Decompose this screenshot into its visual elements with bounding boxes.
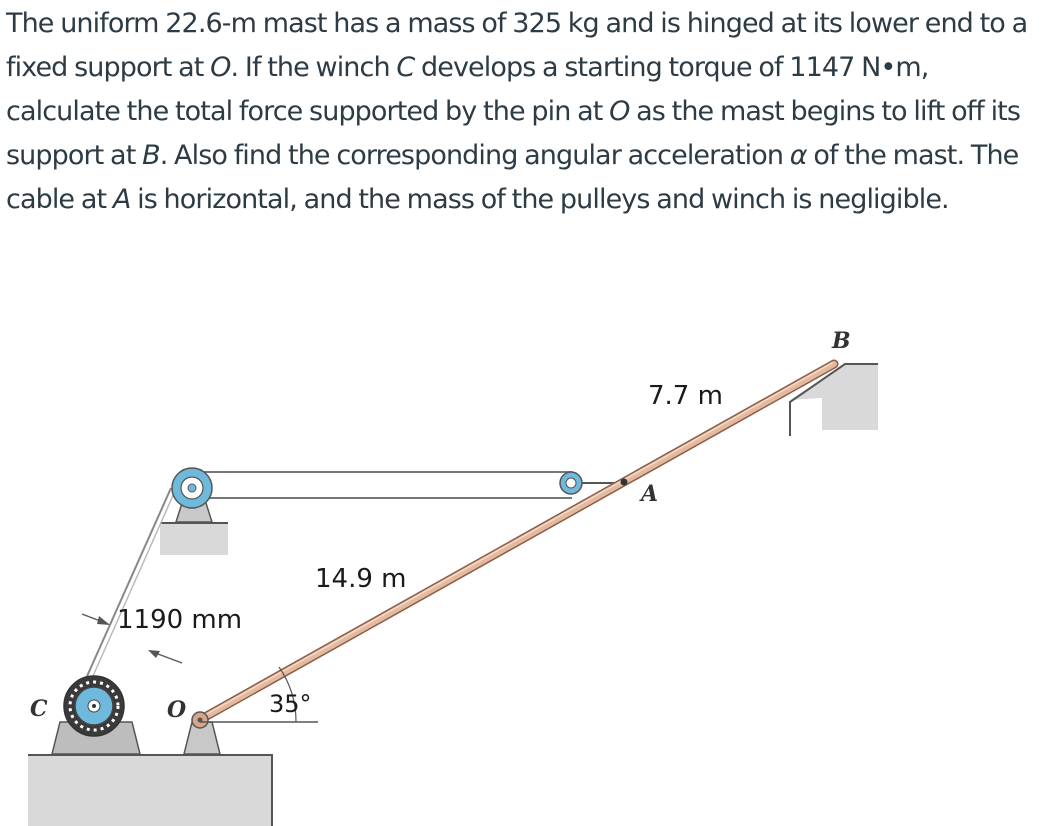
label-a: A <box>641 481 659 507</box>
problem-text-part: develops a starting torque of 1147 N•m, calculate the total force supported by the pin at <box>6 52 929 127</box>
label-b: B <box>832 328 851 354</box>
point-a-ref: A <box>112 184 131 215</box>
mast-highlight <box>198 363 832 719</box>
dim-drum-offset: 1190 mm <box>117 605 243 635</box>
support-b <box>790 364 878 430</box>
dim-1190-arrowhead-2 <box>148 650 160 658</box>
top-pulley-hub <box>188 484 196 492</box>
point-b-ref: B <box>142 140 160 171</box>
winch-drum-axle <box>92 704 96 708</box>
winch-cable-left <box>80 488 171 692</box>
winch-cable-right <box>85 491 175 694</box>
dim-1190-arrowhead-1 <box>97 616 110 625</box>
point-o-ref: O <box>210 52 231 83</box>
label-o: O <box>167 697 187 723</box>
problem-text-part: The uniform 22.6-m mast has a mass of 325 kg and is hinged at its lower end to a fixed support at <box>6 8 1028 83</box>
dim-angle: 35° <box>269 690 312 718</box>
problem-text-part: as the mast begins to lift off its support at <box>6 96 1021 171</box>
problem-text-part: . Also find the corresponding angular acceleration <box>159 140 790 171</box>
point-c-ref: C <box>396 52 415 83</box>
mast <box>196 364 834 722</box>
point-o-ref: O <box>609 96 630 127</box>
a-pulley-inner <box>566 478 576 488</box>
pulley-pedestal <box>160 523 228 555</box>
dim-lower-length: 14.9 m <box>315 564 407 594</box>
attachment-a <box>621 479 628 486</box>
problem-text-part: . If the winch <box>230 52 397 83</box>
problem-text-part: is horizontal, and the mass of the pulleys and winch is negligible. <box>130 184 949 215</box>
mast-diagram <box>0 300 1047 826</box>
dim-upper-length: 7.7 m <box>648 381 723 411</box>
alpha-symbol: α <box>789 140 807 171</box>
problem-text-part: of the mast. The cable at <box>6 140 1019 215</box>
problem-statement <box>6 2 1042 222</box>
ground-base <box>28 755 272 826</box>
label-c: C <box>30 696 48 722</box>
